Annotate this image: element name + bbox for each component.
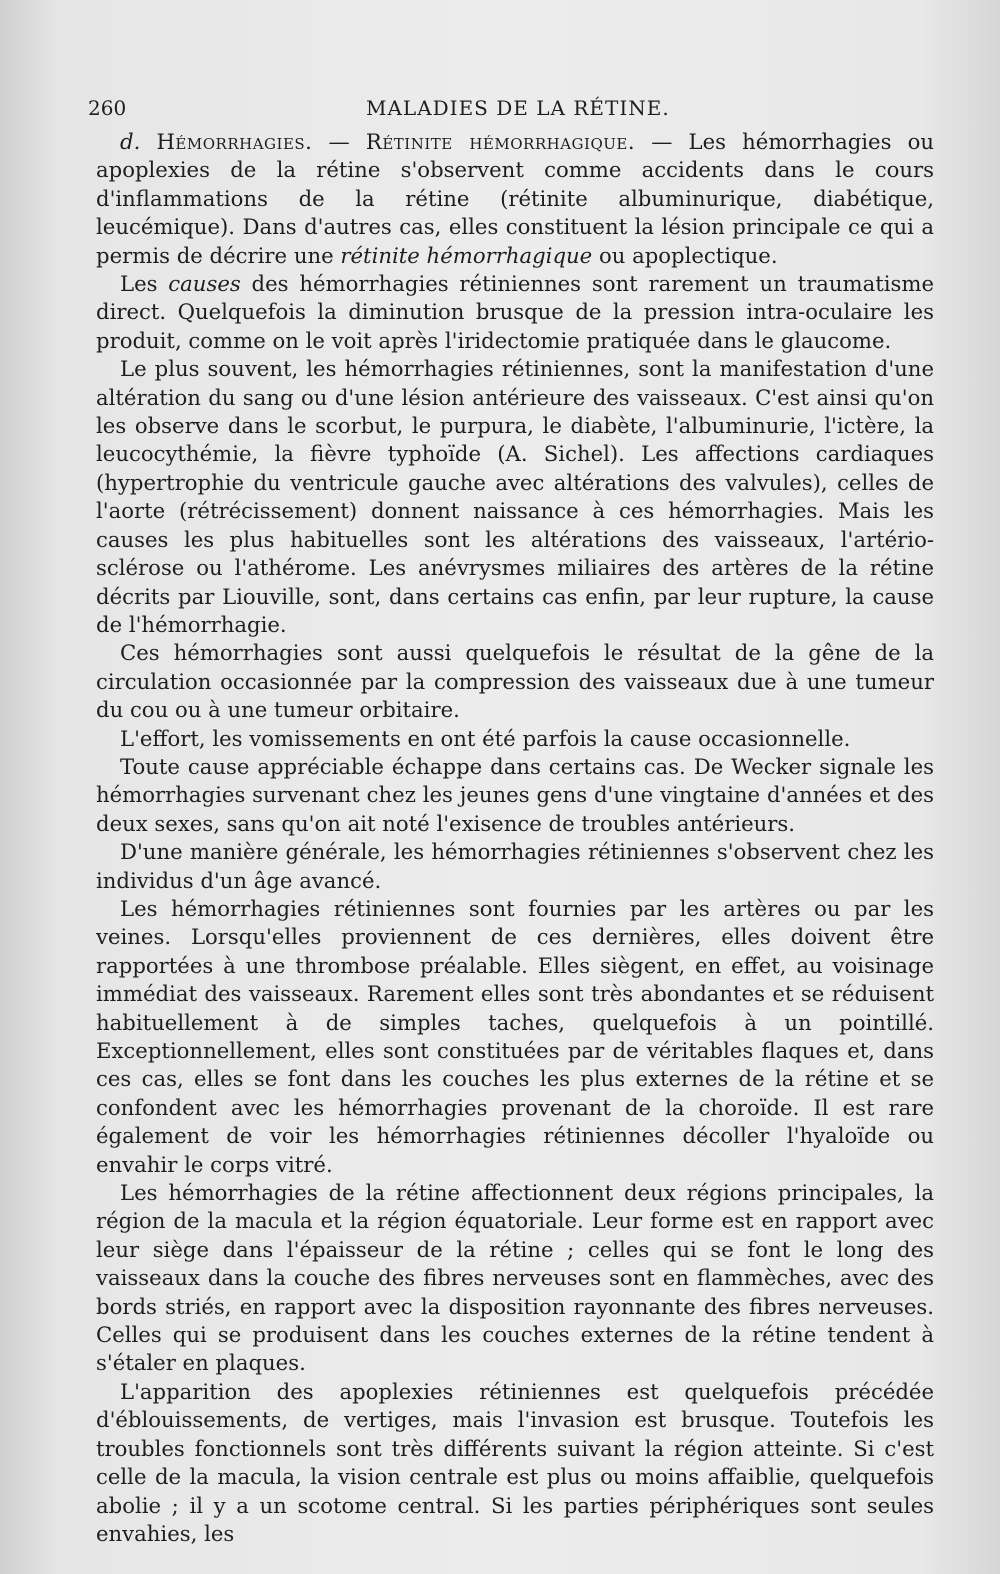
paragraph [96, 1179, 934, 1378]
paragraph [96, 753, 934, 838]
text-segment [140, 129, 156, 154]
text-segment: ou apoplectique. [592, 242, 778, 268]
paragraph [96, 895, 934, 1179]
text-segment: des hémorrhagies rétiniennes sont rarement un traumatisme direct. Quelquefois la diminution brusque de la pression intra-oculaire les produit, comme on le voit après l'iridectomie pratiquée dans le glaucome. [96, 271, 935, 353]
text-segment: Rétinite hémorrhagique. [365, 129, 636, 154]
page-number: 260 [88, 96, 127, 120]
paragraph [96, 270, 934, 355]
text-segment: D'une manière générale, les hémorrhagies rétiniennes s'observent chez les individus d'un âge avancé. [96, 839, 934, 893]
text-segment: causes [168, 271, 241, 297]
text-segment: Les hémorrhagies de la rétine affectionnent deux régions principales, la région de la macula et la région équatoriale. Leur forme est en rapport avec leur siège dans l'épaisseur de la rétine ; celles qui se font le long des vaisseaux dans la couche des fibres nerveuses sont en flammèches, avec des bords striés, en rapport avec la disposition rayonnante des fibres nerveuses. Celles qui se produisent dans les couches externes de la rétine tendent à s'étaler en plaques. [96, 1180, 934, 1376]
text-segment: Le plus souvent, les hémorrhagies rétiniennes, sont la manifestation d'une altération du sang ou d'une lésion antérieure des vaisseaux. C'est ainsi qu'on les observe dans le scorbut, le purpura, le diabète, l'albuminurie, l'ictère, la leucocythémie, la fièvre typhoïde (A. Sichel). Les affections cardiaques (hypertrophie du ventricule gauche avec altérations des valvules), celles de l'aorte (rétrécissement) donnent naissance à ces hémorrhagies. Mais les causes les plus habituelles sont les altérations des vaisseaux, l'artério-sclérose ou l'athérome. Les anévrysmes miliaires des artères de la rétine décrits par Liouville, sont, dans certains cas enfin, par leur rupture, la cause de l'hémorrhagie. [96, 356, 934, 637]
text-segment: Hémorrhagies. [156, 129, 313, 154]
text-segment: Toute cause appréciable échappe dans certains cas. De Wecker signale les hémorrhagies survenant chez les jeunes gens d'une vingtaine d'années et des deux sexes, sans qu'on ait noté l'exisence de troubles antérieurs. [96, 753, 934, 836]
running-title: MALADIES DE LA RÉTINE. [366, 96, 670, 120]
page-header [88, 96, 938, 126]
text-segment: d. [120, 129, 141, 154]
paragraph [96, 725, 934, 753]
paragraph [96, 355, 934, 639]
text-segment: Les hémorrhagies rétiniennes sont fournies par les artères ou par les veines. Lorsqu'elles proviennent de ces dernières, elles doivent être rapportées à une thrombose préalable. Elles siègent, en effet, au voisinage immédiat des vaisseaux. Rarement elles sont très abondantes et se réduisent habituellement à de simples taches, quelquefois à un pointillé. Exceptionnellement, elles sont constituées par de véritables flaques et, dans ces cas, elles se font dans les couches les plus externes de la rétine et se confondent avec les hémorrhagies provenant de la choroïde. Il est rare également de voir les hémorrhagies rétiniennes décoller l'hyaloïde ou envahir le corps vitré. [96, 895, 934, 1177]
text-segment: Les [120, 271, 169, 297]
text-segment: L'effort, les vomissements en ont été parfois la cause occasionnelle. [120, 725, 851, 751]
text-segment: — Les hémorrhagies ou apoplexies de la rétine s'observent comme accidents dans le cours d'inflammations de la rétine (rétinite albuminurique, diabétique, leucémique). Dans d'autres cas, elles constituent la lésion principale ce qui a permis de décrire une [96, 129, 934, 268]
text-segment: rétinite hémorrhagique [340, 242, 593, 268]
text-segment: — [312, 129, 366, 154]
text-segment: Ces hémorrhagies sont aussi quelquefois le résultat de la gêne de la circulation occasionnée par la compression des vaisseaux due à une tumeur du cou ou à une tumeur orbitaire. [96, 640, 934, 723]
paragraph [96, 128, 934, 270]
text-segment: L'apparition des apoplexies rétiniennes est quelquefois précédée d'éblouissements, de vertiges, mais l'invasion est brusque. Toutefois les troubles fonctionnels sont très différents suivant la région atteinte. Si c'est celle de la macula, la vision centrale est plus ou moins affaiblie, quelquefois abolie ; il y a un scotome central. Si les parties périphériques sont seules envahies, les [96, 1378, 934, 1546]
paragraph [96, 838, 934, 895]
paragraph [96, 1378, 934, 1548]
paragraph [96, 639, 934, 724]
body-text [96, 128, 934, 1548]
